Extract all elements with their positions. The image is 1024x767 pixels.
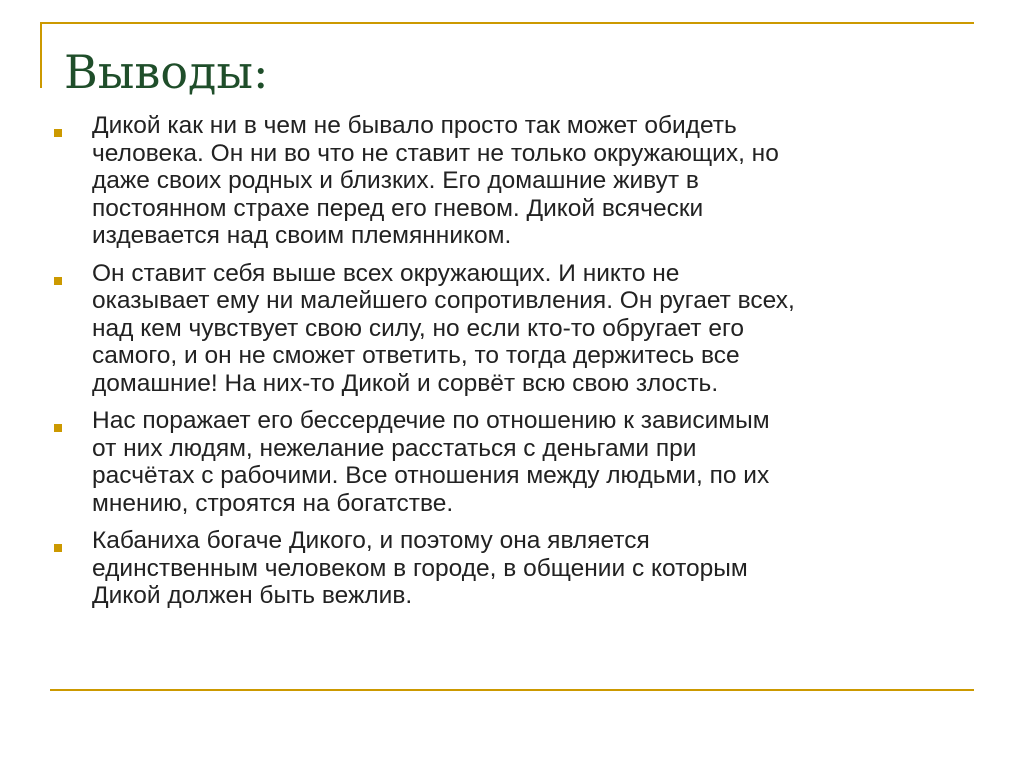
square-bullet-icon <box>54 277 62 285</box>
bullet-text: Он ставит себя выше всех окружающих. И никто не оказывает ему ни малейшего сопротивления. Он ругает всех, над кем чувствует свою силу, но если кто-то обругает его самого, и он не сможет ответить, то тогда держитесь все домашние! На них-то Дикой и сорвёт всю свою злость. <box>92 259 795 397</box>
bullet-item <box>54 260 974 398</box>
bullet-text: Нас поражает его бессердечие по отношению к зависимым от них людям, нежелание расстаться с деньгами при расчётах с рабочими. Все отношения между людьми, по их мнению, строятся на богатстве. <box>92 407 770 517</box>
square-bullet-icon <box>54 424 62 432</box>
bullet-item <box>54 407 974 517</box>
bullet-item <box>54 112 974 250</box>
square-bullet-icon <box>54 544 62 552</box>
top-divider-line <box>40 22 974 24</box>
slide-title: Выводы: <box>64 45 269 99</box>
square-bullet-icon <box>54 129 62 137</box>
bullet-list <box>54 112 974 620</box>
bullet-item <box>54 527 974 610</box>
bottom-divider-line <box>50 689 974 691</box>
bullet-text: Кабаниха богаче Дикого, и поэтому она является единственным человеком в городе, в общении с которым Дикой должен быть вежлив. <box>92 527 748 609</box>
left-divider-line <box>40 22 42 88</box>
bullet-text: Дикой как ни в чем не бывало просто так может обидеть человека. Он ни во что не ставит не только окружающих, но даже своих родных и близких. Его домашние живут в постоянном страхе перед его гневом. Дикой всячески издевается над своим племянником. <box>92 112 779 249</box>
